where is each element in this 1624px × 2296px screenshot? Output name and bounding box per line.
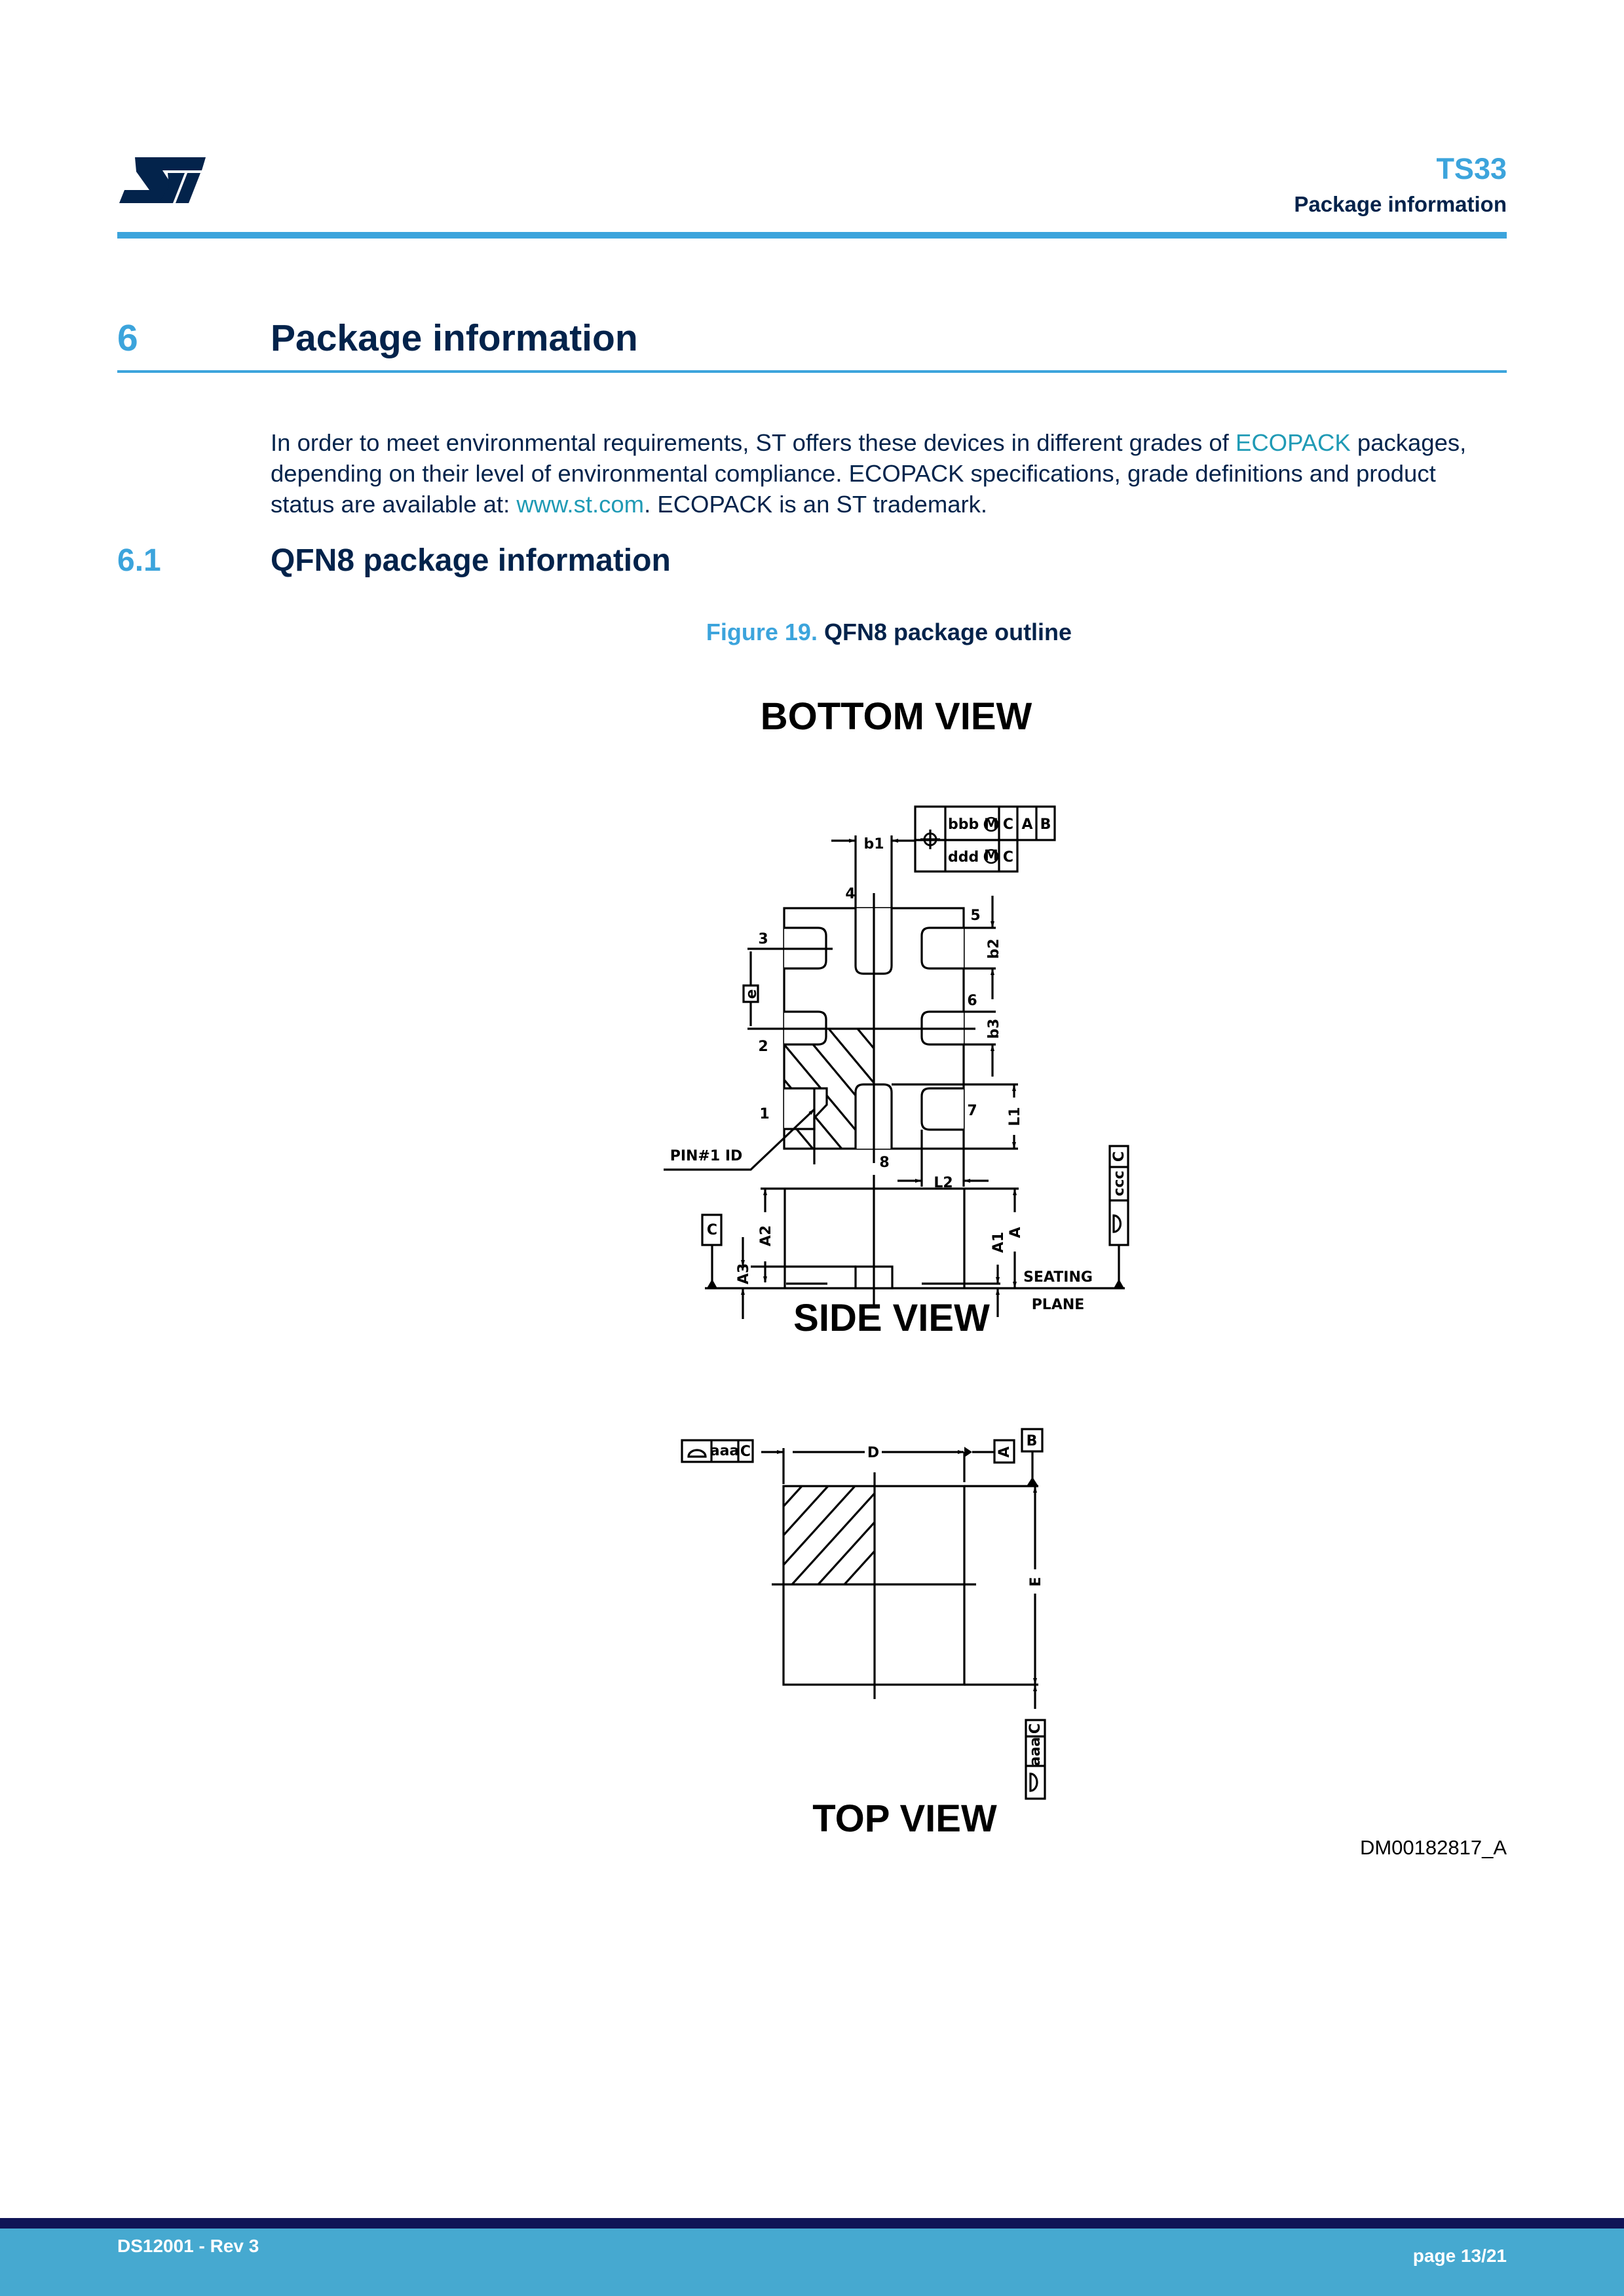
plane-label: PLANE: [1031, 1297, 1085, 1313]
para-text: . ECOPACK is an ST trademark.: [644, 491, 988, 518]
profile-surface-icon: [1030, 1774, 1037, 1791]
dim-A1: A1: [991, 1231, 1007, 1253]
footer-page-number: page 13/21: [1412, 2246, 1507, 2266]
position-tolerance-frame: [915, 807, 1055, 871]
bottom-view-drawing: [664, 807, 1055, 1191]
profile-tolerance-frame-h: [682, 1440, 753, 1462]
dim-A3: A3: [736, 1263, 752, 1285]
pin1-quadrant-hatch: [713, 1486, 934, 1584]
section-title: Package information: [271, 317, 638, 359]
side-view-drawing: [702, 1146, 1128, 1319]
ecopack-link[interactable]: ECOPACK: [1235, 429, 1351, 456]
dim-D: D: [867, 1445, 880, 1461]
flatness-tolerance-frame: [1110, 1146, 1128, 1288]
dim-b2: b2: [986, 938, 1002, 959]
svg-text:C: C: [1027, 1723, 1044, 1734]
svg-text:A: A: [1021, 816, 1033, 833]
bottom-view-title: BOTTOM VIEW: [760, 695, 1032, 738]
svg-text:aaa: aaa: [709, 1443, 740, 1459]
svg-text:ddd: ddd: [948, 849, 979, 866]
svg-text:M: M: [984, 816, 998, 833]
svg-text:bbb: bbb: [948, 816, 979, 833]
svg-text:C: C: [1002, 816, 1014, 833]
pin-number: 7: [967, 1103, 977, 1119]
figure-caption-text: QFN8 package outline: [823, 619, 1072, 645]
pin1-id-label: PIN#1 ID: [670, 1148, 743, 1164]
footer-dark-band: [0, 2218, 1624, 2229]
profile-surface-icon: [1114, 1215, 1120, 1232]
pad-7: [922, 1088, 964, 1130]
dim-A2: A2: [758, 1225, 774, 1247]
para-text: status are available at:: [271, 491, 517, 518]
top-view-title: TOP VIEW: [812, 1797, 997, 1840]
para-text: In order to meet environmental requirements, ST offers these devices in different grades of: [271, 429, 1236, 456]
dim-L1: L1: [1007, 1107, 1023, 1126]
header-section-label: Package information: [1294, 192, 1507, 216]
pin-number: 3: [758, 931, 768, 947]
svg-text:C: C: [740, 1444, 751, 1460]
svg-text:C: C: [1002, 849, 1014, 866]
pin-number: 5: [970, 908, 981, 924]
dim-L2: L2: [934, 1175, 953, 1191]
dim-b3: b3: [986, 1018, 1002, 1039]
para-text: depending on their level of environmental compliance. ECOPACK specifications, grade definitions and product: [271, 460, 1436, 487]
svg-text:ccc: ccc: [1111, 1170, 1127, 1196]
svg-text:B: B: [1026, 1433, 1038, 1449]
svg-text:C: C: [1111, 1151, 1127, 1162]
doc-title: TS33: [1436, 152, 1507, 185]
seating-label: SEATING: [1023, 1269, 1093, 1286]
pad-5: [922, 928, 964, 968]
svg-text:M: M: [984, 848, 998, 864]
svg-text:B: B: [1040, 816, 1051, 833]
drawing-id: DM00182817_A: [1359, 1836, 1507, 1859]
footer-doc-id: DS12001 - Rev 3: [117, 2236, 259, 2256]
pin-number: 4: [845, 886, 856, 902]
para-text: packages,: [1350, 429, 1467, 456]
dim-b1: b1: [863, 836, 884, 852]
side-view-title: SIDE VIEW: [793, 1297, 990, 1339]
dim-e: e: [744, 989, 760, 999]
figure-number: Figure 19.: [706, 619, 818, 645]
svg-text:C: C: [706, 1222, 718, 1238]
subsection-title: QFN8 package information: [271, 543, 671, 578]
dim-A: A: [1008, 1227, 1024, 1238]
section-number: 6: [117, 317, 138, 359]
top-view-drawing: [682, 1429, 1045, 1799]
subsection-number: 6.1: [117, 543, 161, 578]
pin-number: 6: [967, 993, 977, 1009]
pin-number: 2: [758, 1039, 768, 1055]
pin-number: 8: [879, 1155, 890, 1171]
profile-tolerance-frame-v: [1026, 1720, 1045, 1799]
profile-surface-icon: [689, 1450, 706, 1457]
svg-text:aaa: aaa: [1027, 1736, 1044, 1767]
st-website-link[interactable]: www.st.com: [516, 491, 645, 518]
pin-number: 1: [759, 1106, 770, 1122]
dim-E: E: [1028, 1577, 1044, 1587]
svg-text:A: A: [996, 1446, 1013, 1458]
